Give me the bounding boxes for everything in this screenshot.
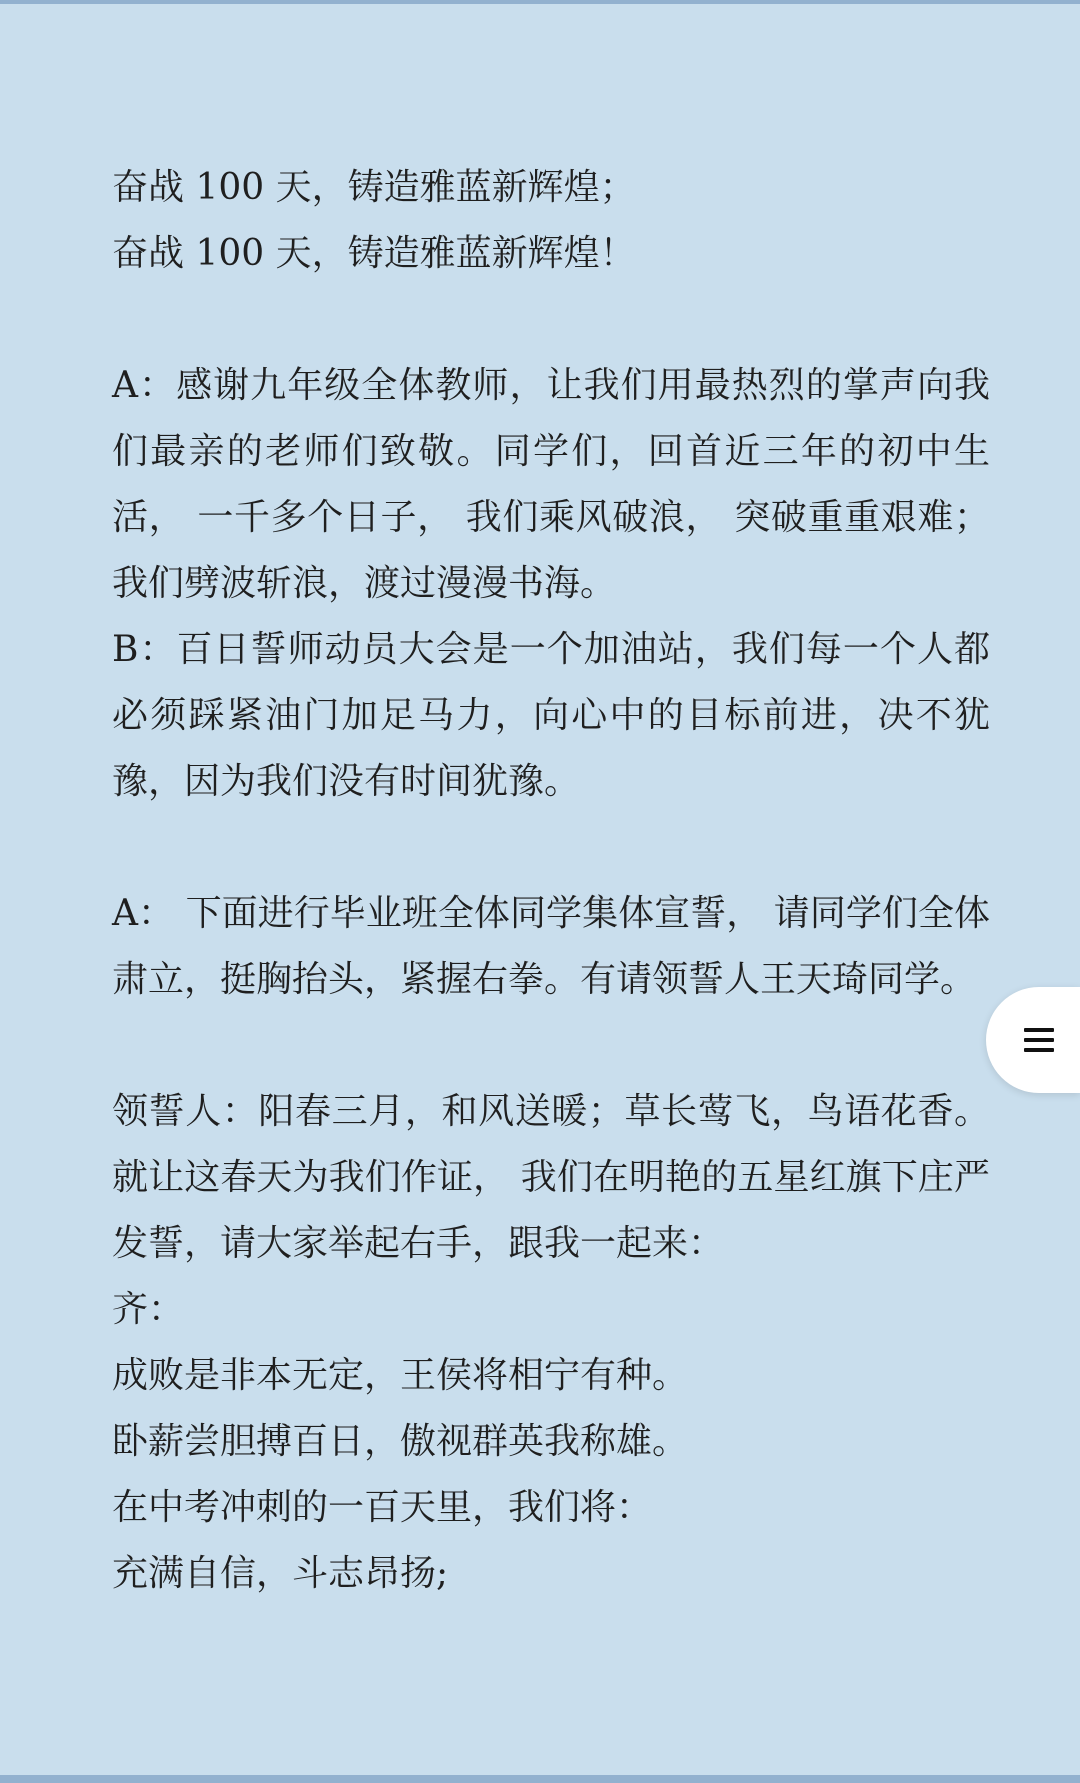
blank-line [112,287,990,353]
text-line: 成败是非本无定，王侯将相宁有种。 [112,1355,689,1396]
text-line: 卧薪尝胆搏百日，傲视群英我称雄。 [112,1421,689,1462]
paragraph-b-rally: B：百日誓师动员大会是一个加油站，我们每一个人都必须踩紧油门加足马力，向心中的目标前进，决不犹豫，因为我们没有时间犹豫。 [112,629,990,802]
text-line: 奋战 100 天，铸造雅蓝新辉煌！ [112,233,636,274]
paragraph-a-thanks: A：感谢九年级全体教师，让我们用最热烈的掌声向我们最亲的老师们致敬。同学们，回首近三年的初中生活， 一千多个日子， 我们乘风破浪， 突破重重艰难；我们劈波斩浪，渡过漫漫书海。 [112,365,990,604]
document-body [112,155,990,1607]
blank-line [112,1013,990,1079]
text-line: 充满自信，斗志昂扬; [112,1553,449,1594]
blank-line [112,815,990,881]
text-line: 奋战 100 天，铸造雅蓝新辉煌； [112,167,636,208]
top-border [0,0,1080,4]
bottom-border [0,1775,1080,1783]
text-line: 齐： [112,1289,185,1330]
floating-menu-button[interactable] [986,987,1080,1093]
text-line: 在中考冲刺的一百天里，我们将： [112,1487,653,1528]
hamburger-menu-icon [1024,1028,1054,1052]
paragraph-a-oath-intro: A： 下面进行毕业班全体同学集体宣誓， 请同学们全体肃立，挺胸抬头，紧握右拳。有请领誓人王天琦同学。 [112,893,990,1000]
paragraph-oath-leader: 领誓人：阳春三月，和风送暖；草长莺飞，鸟语花香。就让这春天为我们作证， 我们在明艳的五星红旗下庄严发誓，请大家举起右手，跟我一起来： [112,1091,990,1264]
